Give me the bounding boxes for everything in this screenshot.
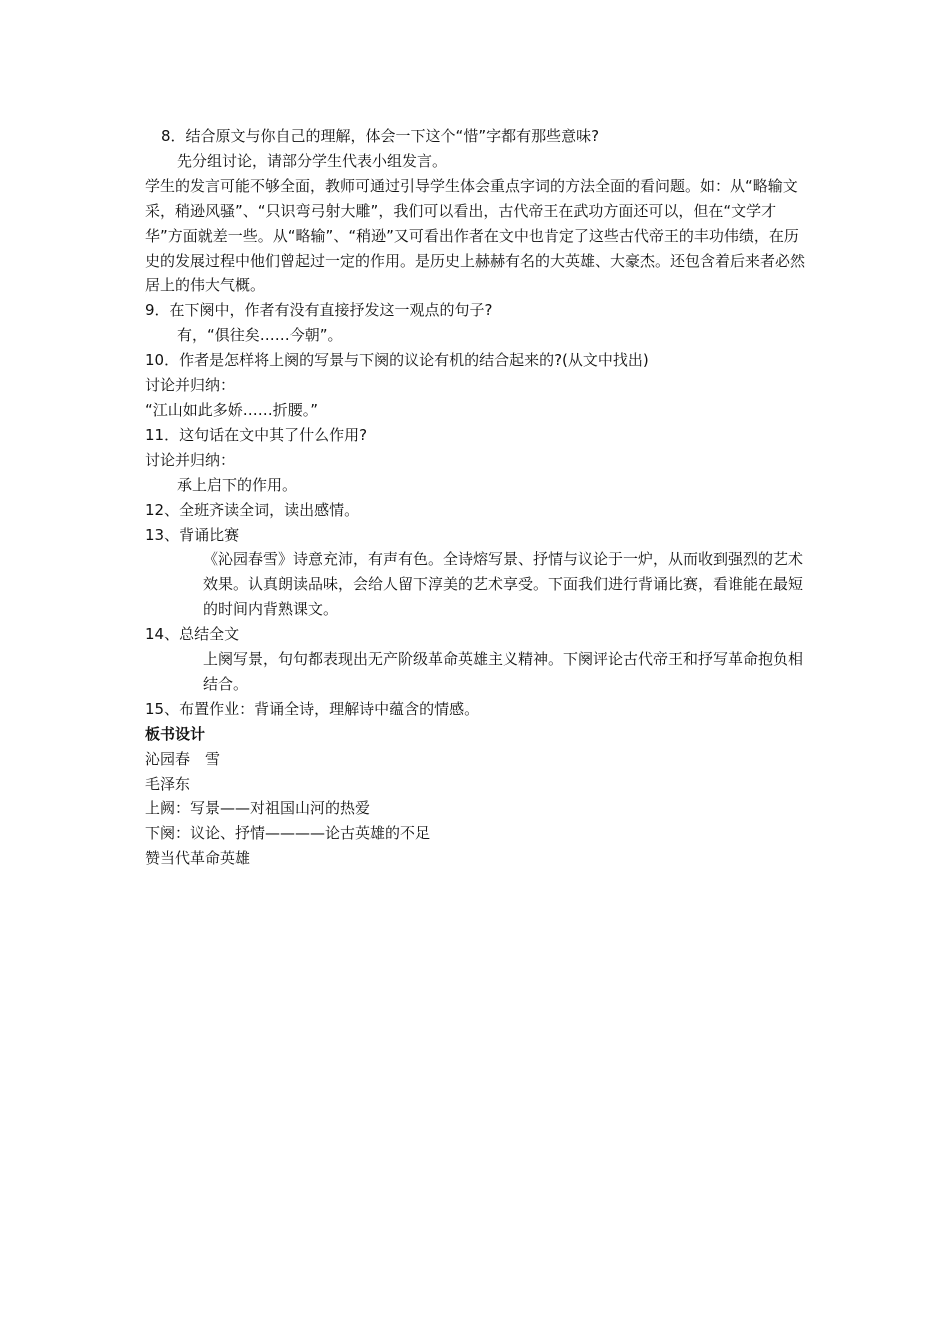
question-8-method: 先分组讨论，请部分学生代表小组发言。 <box>177 151 448 170</box>
question-14: 14、总结全文 <box>145 625 240 644</box>
document-body <box>145 124 810 871</box>
board-author: 毛泽东 <box>145 774 191 793</box>
board-title: 沁园春 雪 <box>145 749 221 768</box>
question-9-answer: 有，“俱往矣……今朝”。 <box>177 326 343 345</box>
question-12: 12、全班齐读全词，读出感情。 <box>145 500 360 519</box>
question-10-answer: “江山如此多娇……折腰。” <box>145 400 319 419</box>
question-9: 9．在下阕中，作者有没有直接抒发这一观点的句子? <box>145 301 493 320</box>
question-11-answer: 承上启下的作用。 <box>177 475 298 494</box>
question-11-method: 讨论并归纳： <box>145 450 236 469</box>
question-13-text: 《沁园春雪》诗意充沛，有声有色。全诗熔写景、抒情与议论于一炉，从而收到强烈的艺术效果。认真朗读品味，会给人留下淳美的艺术享受。下面我们进行背诵比赛，看谁能在最短的时间内背熟课文。 <box>203 550 804 619</box>
board-lower: 下阕：议论、抒情————论古英雄的不足 <box>145 824 431 843</box>
board-heading: 板书设计 <box>145 724 206 743</box>
question-8-answer: 学生的发言可能不够全面，教师可通过引导学生体会重点字词的方法全面的看问题。如：从“略输文采，稍逊风骚”、“只识弯弓射大雕”，我们可以看出，古代帝王在武功方面还可以，但在“文学才华”方面就差一些。从“略输”、“稍逊”又可看出作者在文中也肯定了这些古代帝王的丰功伟绩，在历史的发展过程中他们曾起过一定的作用。是历史上赫赫有名的大英雄、大豪杰。还包含着后来者必然居上的伟大气概。 <box>145 176 806 295</box>
question-11: 11．这句话在文中其了什么作用? <box>145 425 368 444</box>
board-upper: 上阙：写景——对祖国山河的热爱 <box>145 799 371 818</box>
question-8: 8．结合原文与你自己的理解，体会一下这个“惜”字都有那些意味? <box>161 127 600 145</box>
question-13: 13、背诵比赛 <box>145 525 240 544</box>
question-14-text: 上阕写景，句句都表现出无产阶级革命英雄主义精神。下阕评论古代帝王和抒写革命抱负相结合。 <box>203 650 804 693</box>
question-10: 10．作者是怎样将上阕的写景与下阕的议论有机的结合起来的?(从文中找出) <box>145 351 649 370</box>
question-10-method: 讨论并归纳： <box>145 376 236 395</box>
board-last: 赞当代革命英雄 <box>145 849 251 868</box>
question-15: 15、布置作业：背诵全诗，理解诗中蕴含的情感。 <box>145 699 480 718</box>
